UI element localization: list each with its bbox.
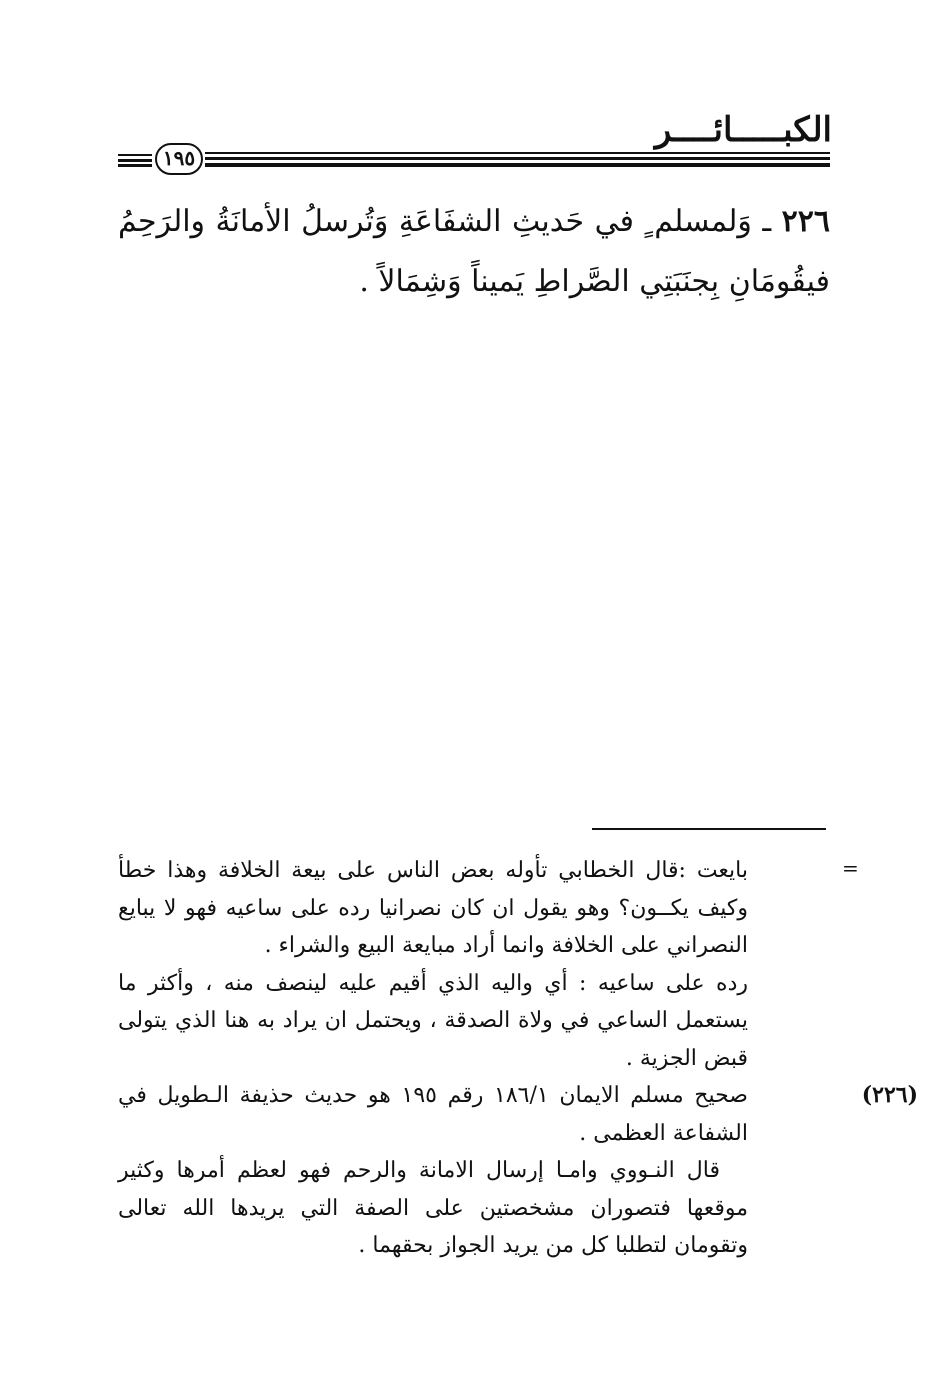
header-rule-short (118, 152, 152, 168)
hadith-text: ـ وَلمسلم ٍ في حَديثِ الشفَاعَةِ وَتُرسلُ الأمانَةُ والرَحِمُ فيقُومَانِ بِجنَبَتِي الصَّراطِ يَميناً وَشِمَالاً . (118, 204, 830, 299)
footnote-separator (592, 828, 826, 830)
footnotes (118, 852, 918, 1265)
footnote-ref: (٢٢٦) (861, 1082, 918, 1108)
running-head: الكبـــــائــــر (654, 110, 832, 150)
footnote-note (118, 1077, 918, 1152)
header-rule (205, 152, 830, 168)
footnote-note-text: صحيح مسلم الايمان ١٨٦/١ رقم ١٩٥ هو حديث حذيفة الـطويل في الشفاعة العظمى . (118, 1083, 748, 1146)
footnote-paragraph: رده على ساعيه : أي واليه الذي أقيم عليه لينصف منه ، وأكثر ما يستعمل الساعي في ولاة الصدقة ، ويحتمل ان يراد به هنا الذي يتولى قبض الجزية . (118, 970, 748, 1071)
footnote-paragraph: بايعت :قال الخطابي تأوله بعض الناس على بيعة الخلافة وهذا خطأ وكيف يكــون؟ وهو يقول ان كان نصرانيا رده على ساعيه فهو لا يبايع النصراني على الخلافة وانما أراد مبايعة البيع والشراء . (118, 858, 748, 958)
footnote-continuation-mark: = (842, 856, 859, 880)
hadith-number: ٢٢٦ (781, 204, 830, 239)
hadith-paragraph (118, 192, 830, 312)
footnote-nawawi: قال النـووي وامـا إرسال الامانة والرحم فهو لعظم أمرها وكثير موقعها فتصوران مشخصتين على الصفة التي يريدها الله تعالى وتقومان لتطلبا كل من يريد الجواز بحقهما . (118, 1158, 748, 1258)
main-text (118, 192, 830, 312)
page-number: ١٩٥ (155, 143, 203, 175)
